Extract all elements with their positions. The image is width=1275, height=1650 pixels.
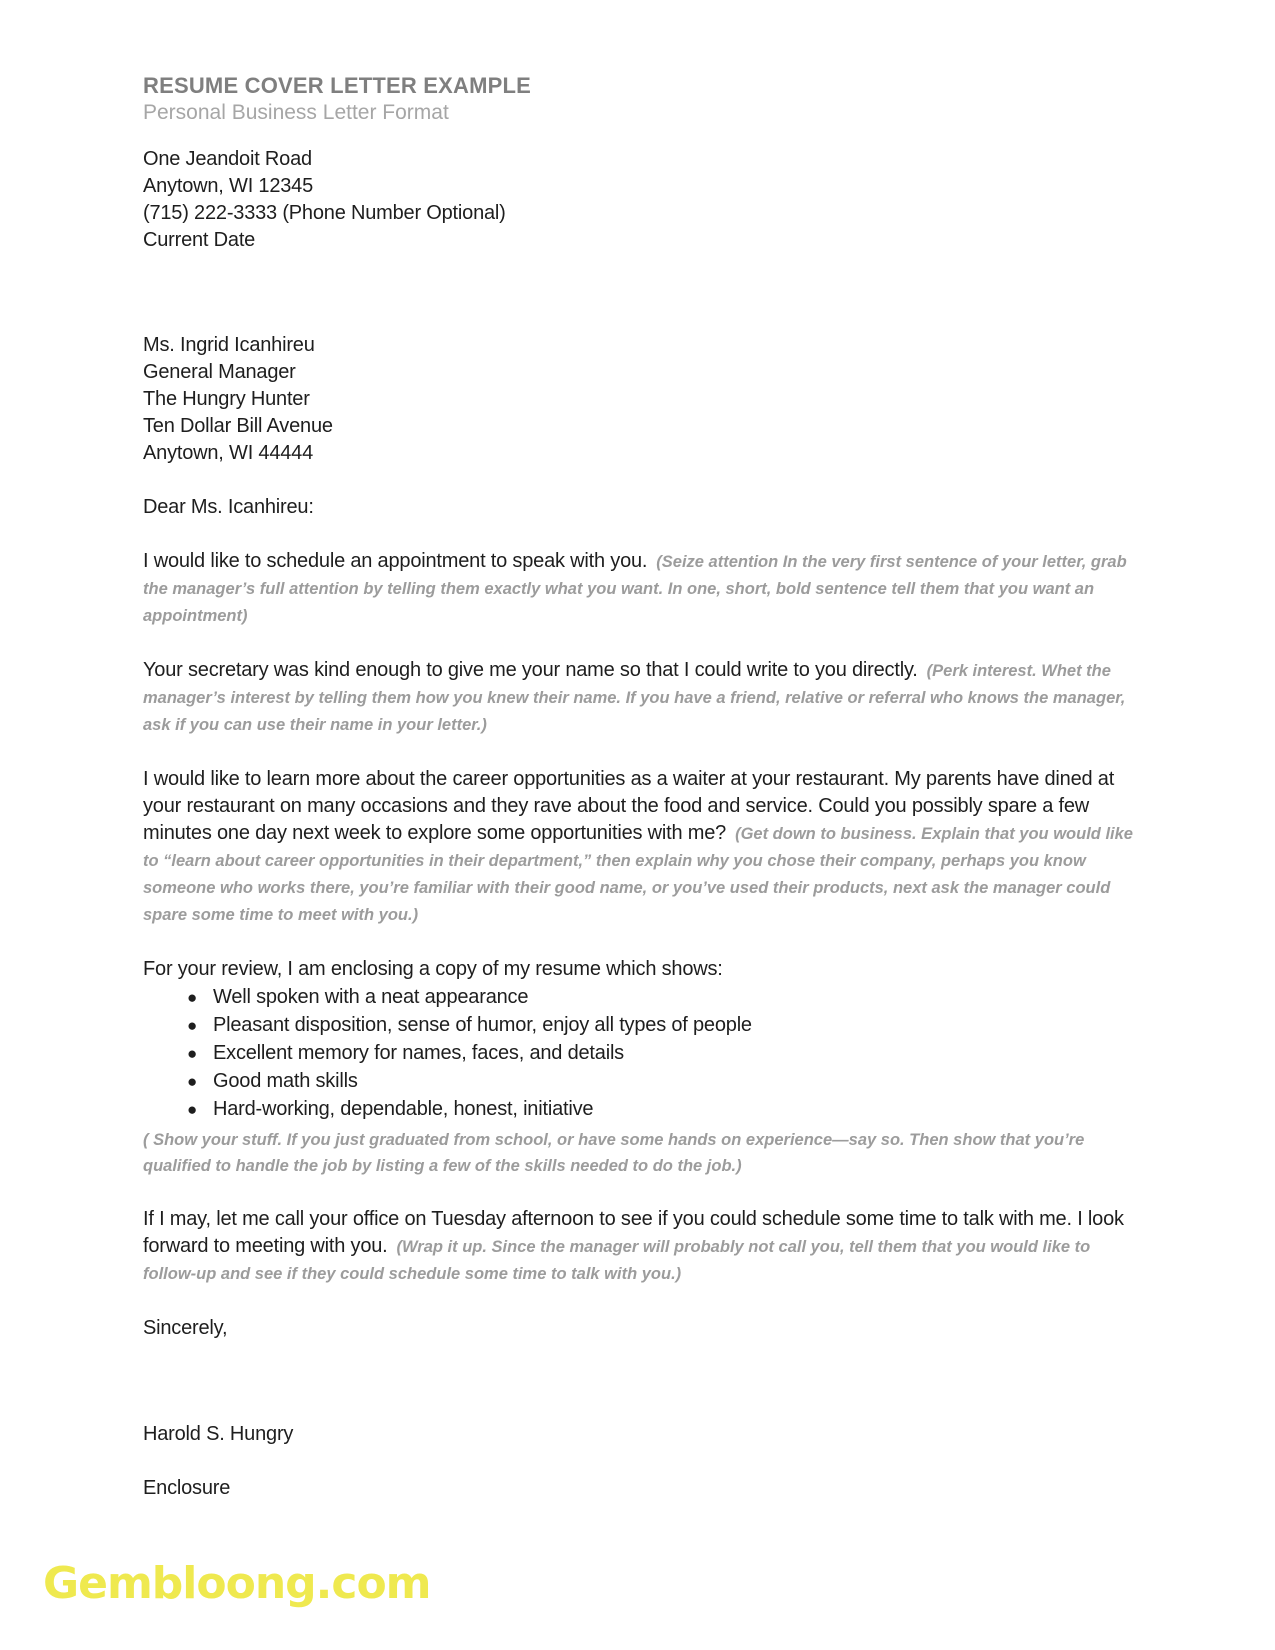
list-item <box>143 1096 1135 1124</box>
list-item <box>143 1012 1135 1040</box>
sender-address-block <box>143 146 1135 254</box>
resume-section <box>143 956 1135 983</box>
enclosure-label: Enclosure <box>143 1477 231 1499</box>
paragraph-annotation: (Get down to business. Explain that you would like to “learn about career opportunities in their department,” then explain why you chose their company, perhaps you know someone who works there, you’re familiar with their good name, or you’ve used their products, next ask the manager could spare some time to meet with you.) <box>143 825 1133 924</box>
recipient-address-line: Anytown, WI 44444 <box>143 442 314 464</box>
document-subtitle: Personal Business Letter Format <box>143 101 449 124</box>
bullet-icon: ● <box>187 1100 198 1119</box>
paragraph-annotation: (Seize attention In the very first sentence of your letter, grab the manager’s full attention by telling them exactly what you want. In one, short, bold sentence tell them that you want an appointment) <box>143 553 1127 625</box>
bullet-icon: ● <box>187 1016 198 1035</box>
list-item-label: Well spoken with a neat appearance <box>213 986 529 1008</box>
paragraph-annotation: (Wrap it up. Since the manager will probably not call you, tell them that you would like to follow-up and see if they could schedule some time to talk with you.) <box>143 1238 1091 1283</box>
signoff: Sincerely, <box>143 1317 228 1339</box>
paragraph-secretary <box>143 657 1135 739</box>
list-item-label: Good math skills <box>213 1070 358 1092</box>
list-item <box>143 984 1135 1012</box>
resume-list-intro: For your review, I am enclosing a copy of my resume which shows: <box>143 958 723 980</box>
list-item <box>143 1068 1135 1096</box>
paragraph-text: I would like to schedule an appointment to speak with you. <box>143 550 648 572</box>
list-item-label: Hard-working, dependable, honest, initiative <box>213 1098 594 1120</box>
bullet-icon: ● <box>187 1044 198 1063</box>
list-item-label: Excellent memory for names, faces, and details <box>213 1042 624 1064</box>
sender-address-line: (715) 222-3333 (Phone Number Optional) <box>143 202 506 224</box>
bullet-icon: ● <box>187 1072 198 1091</box>
letter-content <box>143 72 1135 1502</box>
recipient-address-line: General Manager <box>143 361 296 383</box>
paragraph-text: If I may, let me call your office on Tuesday afternoon to see if you could schedule some time to talk with me. I look forward to meeting with you. <box>143 1208 1124 1257</box>
sender-address-line: Anytown, WI 12345 <box>143 175 314 197</box>
recipient-address-line: The Hungry Hunter <box>143 388 310 410</box>
paragraph-appointment <box>143 548 1135 630</box>
enclosure-block <box>143 1475 1135 1502</box>
paragraph-text: Your secretary was kind enough to give me your name so that I could write to you directly. <box>143 659 918 681</box>
document-header <box>143 72 1135 126</box>
skills-list <box>143 984 1135 1124</box>
signature-name: Harold S. Hungry <box>143 1423 294 1445</box>
skills-annotation: ( Show your stuff. If you just graduated from school, or have some hands on experience—say so. Then show that you’re qualified to handle the job by listing a few of the skills needed to do the job.) <box>143 1131 1085 1175</box>
signature-name-block <box>143 1421 1135 1448</box>
paragraph-career <box>143 766 1135 929</box>
sender-address-line: One Jeandoit Road <box>143 148 312 170</box>
salutation: Dear Ms. Icanhireu: <box>143 496 314 518</box>
recipient-address-line: Ten Dollar Bill Avenue <box>143 415 333 437</box>
list-item <box>143 1040 1135 1068</box>
bullet-icon: ● <box>187 988 198 1007</box>
document-title: RESUME COVER LETTER EXAMPLE <box>143 73 531 98</box>
paragraph-closing <box>143 1206 1135 1288</box>
salutation-block <box>143 494 1135 521</box>
recipient-address-block <box>143 332 1135 467</box>
paragraph-text: I would like to learn more about the career opportunities as a waiter at your restaurant. My parents have dined at your restaurant on many occasions and they rave about the food and service. Could you possibly spare a few minutes one day next week to explore some opportunities with me? <box>143 768 1115 844</box>
signoff-block <box>143 1315 1135 1342</box>
sender-address-line: Current Date <box>143 229 256 251</box>
paragraph-annotation: (Perk interest. Whet the manager’s interest by telling them how you knew their name. If you have a friend, relative or referral who knows the manager, ask if you can use their name in your letter.) <box>143 662 1126 734</box>
watermark: Gembloong.com <box>43 1558 431 1609</box>
list-item-label: Pleasant disposition, sense of humor, enjoy all types of people <box>213 1014 752 1036</box>
recipient-address-line: Ms. Ingrid Icanhireu <box>143 334 315 356</box>
